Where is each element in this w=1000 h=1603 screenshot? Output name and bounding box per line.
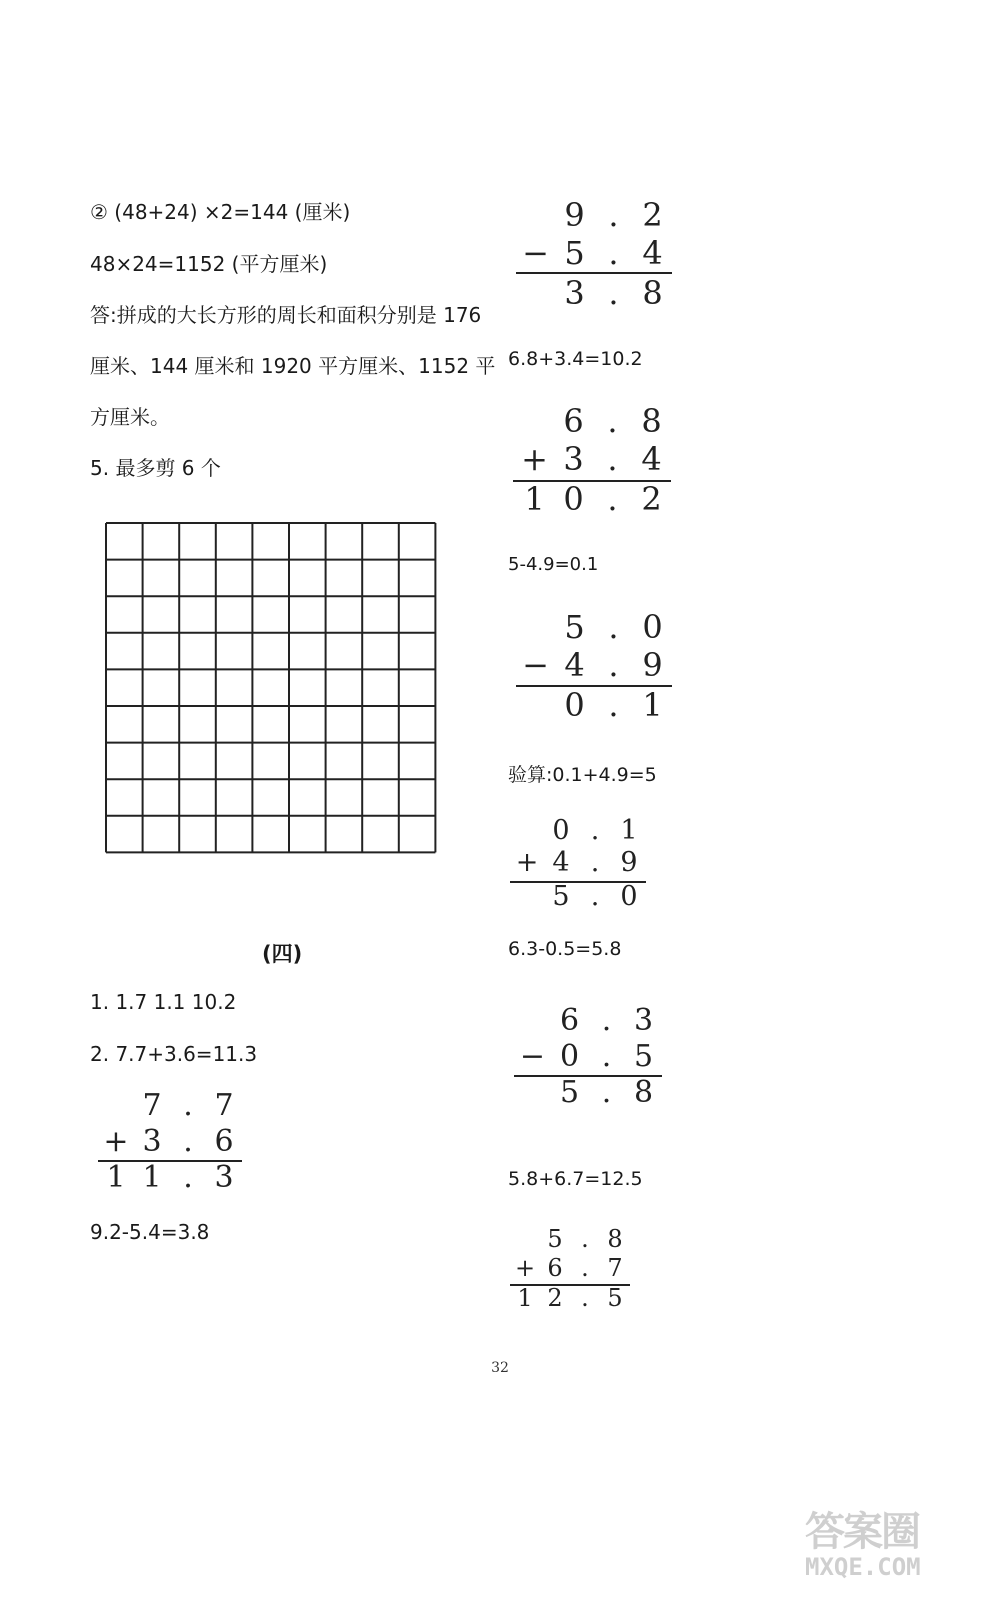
answer-line-4: 厘米、144 厘米和 1920 平方厘米、1152 平 xyxy=(90,354,496,378)
answer-line-5: 方厘米。 xyxy=(90,405,170,429)
digit: 4 xyxy=(642,234,663,272)
operator: − xyxy=(522,234,549,272)
equation-1: 6.8+3.4=10.2 xyxy=(508,348,643,370)
page-number: 32 xyxy=(491,1360,509,1376)
digit: 3 xyxy=(142,1124,162,1159)
question-2-equation-b: 9.2-5.4=3.8 xyxy=(90,1220,210,1244)
digit: . xyxy=(183,1088,193,1123)
digit: 8 xyxy=(641,402,662,440)
digit: 5 xyxy=(547,1225,563,1253)
digit: 6 xyxy=(547,1254,563,1282)
digit: 1 xyxy=(142,1160,162,1195)
vertical-calc-5 xyxy=(514,1003,662,1113)
digit: 1 xyxy=(517,1284,533,1312)
digit: 0 xyxy=(642,608,663,646)
digit: 0 xyxy=(563,480,584,518)
operator: + xyxy=(515,847,539,878)
vertical-calc-2 xyxy=(513,402,671,517)
question-1-answer: 1. 1.7 1.1 10.2 xyxy=(90,990,237,1014)
digit: 2 xyxy=(642,196,663,234)
operator: + xyxy=(103,1124,129,1159)
digit: . xyxy=(608,234,619,272)
digit: 2 xyxy=(547,1284,563,1312)
vertical-calc-3 xyxy=(516,608,672,723)
question-5-label: 5. 最多剪 6 个 xyxy=(90,456,221,480)
digit: 4 xyxy=(564,646,585,684)
digit: 3 xyxy=(214,1160,234,1195)
digit: . xyxy=(590,881,600,912)
operator: − xyxy=(522,646,549,684)
answer-line-2: 48×24=1152 (平方厘米) xyxy=(90,252,328,276)
digit: 7 xyxy=(142,1088,162,1123)
watermark-logo xyxy=(805,1500,975,1581)
answer-line-1: ② (48+24) ×2=144 (厘米) xyxy=(90,200,351,224)
digit: . xyxy=(608,646,619,684)
vertical-calc-4 xyxy=(510,815,646,915)
digit: 1 xyxy=(524,480,545,518)
digit: 8 xyxy=(633,1075,654,1110)
digit: 0 xyxy=(559,1039,580,1074)
digit: . xyxy=(601,1075,612,1110)
digit: 5 xyxy=(564,608,585,646)
digit: 6 xyxy=(563,402,584,440)
vertical-calc-6 xyxy=(510,1225,630,1315)
digit: . xyxy=(183,1160,193,1195)
answer-line-3: 答:拼成的大长方形的周长和面积分别是 176 xyxy=(90,303,482,327)
digit: . xyxy=(183,1124,193,1159)
digit: 0 xyxy=(552,815,570,846)
digit: 5 xyxy=(607,1284,623,1312)
digit: . xyxy=(607,480,618,518)
check-equation: 验算:0.1+4.9=5 xyxy=(508,764,657,786)
digit: . xyxy=(601,1003,612,1038)
section-title: (四) xyxy=(262,942,303,966)
digit: 1 xyxy=(106,1160,126,1195)
digit: 0 xyxy=(564,686,585,724)
digit: 6 xyxy=(214,1124,234,1159)
digit: 5 xyxy=(633,1039,654,1074)
digit: . xyxy=(581,1225,589,1253)
digit: 5 xyxy=(559,1075,580,1110)
digit: 4 xyxy=(641,440,662,478)
grid-figure xyxy=(100,515,445,860)
equation-2: 5-4.9=0.1 xyxy=(508,554,599,575)
question-2-equation: 2. 7.7+3.6=11.3 xyxy=(90,1042,258,1066)
digit: 0 xyxy=(620,881,638,912)
digit: . xyxy=(590,815,600,846)
digit: 9 xyxy=(564,196,585,234)
digit: . xyxy=(608,196,619,234)
digit: 5 xyxy=(552,881,570,912)
digit: 9 xyxy=(642,646,663,684)
vertical-calc-1 xyxy=(516,196,672,311)
digit: 2 xyxy=(641,480,662,518)
operator: − xyxy=(519,1039,546,1074)
digit: . xyxy=(607,440,618,478)
digit: 1 xyxy=(642,686,663,724)
digit: 3 xyxy=(564,274,585,312)
digit: . xyxy=(607,402,618,440)
operator: + xyxy=(514,1254,536,1282)
digit: 8 xyxy=(642,274,663,312)
operator: + xyxy=(521,440,548,478)
digit: 5 xyxy=(564,234,585,272)
digit: 6 xyxy=(559,1003,580,1038)
digit: 7 xyxy=(607,1254,623,1282)
digit: . xyxy=(601,1039,612,1074)
watermark-bottom: MXQE.COM xyxy=(805,1553,921,1581)
digit: . xyxy=(608,274,619,312)
digit: . xyxy=(581,1254,589,1282)
digit: 1 xyxy=(620,815,638,846)
digit: 4 xyxy=(552,847,570,878)
vertical-calc-7 xyxy=(92,1088,242,1198)
digit: 8 xyxy=(607,1225,623,1253)
watermark-top: 答案圈 xyxy=(805,1509,919,1555)
equation-4: 6.3-0.5=5.8 xyxy=(508,938,622,960)
equation-5: 5.8+6.7=12.5 xyxy=(508,1168,643,1190)
digit: 9 xyxy=(620,847,638,878)
digit: . xyxy=(608,686,619,724)
digit: 3 xyxy=(563,440,584,478)
digit: . xyxy=(590,847,600,878)
digit: . xyxy=(608,608,619,646)
digit: . xyxy=(581,1284,589,1312)
digit: 7 xyxy=(214,1088,234,1123)
digit: 3 xyxy=(633,1003,654,1038)
